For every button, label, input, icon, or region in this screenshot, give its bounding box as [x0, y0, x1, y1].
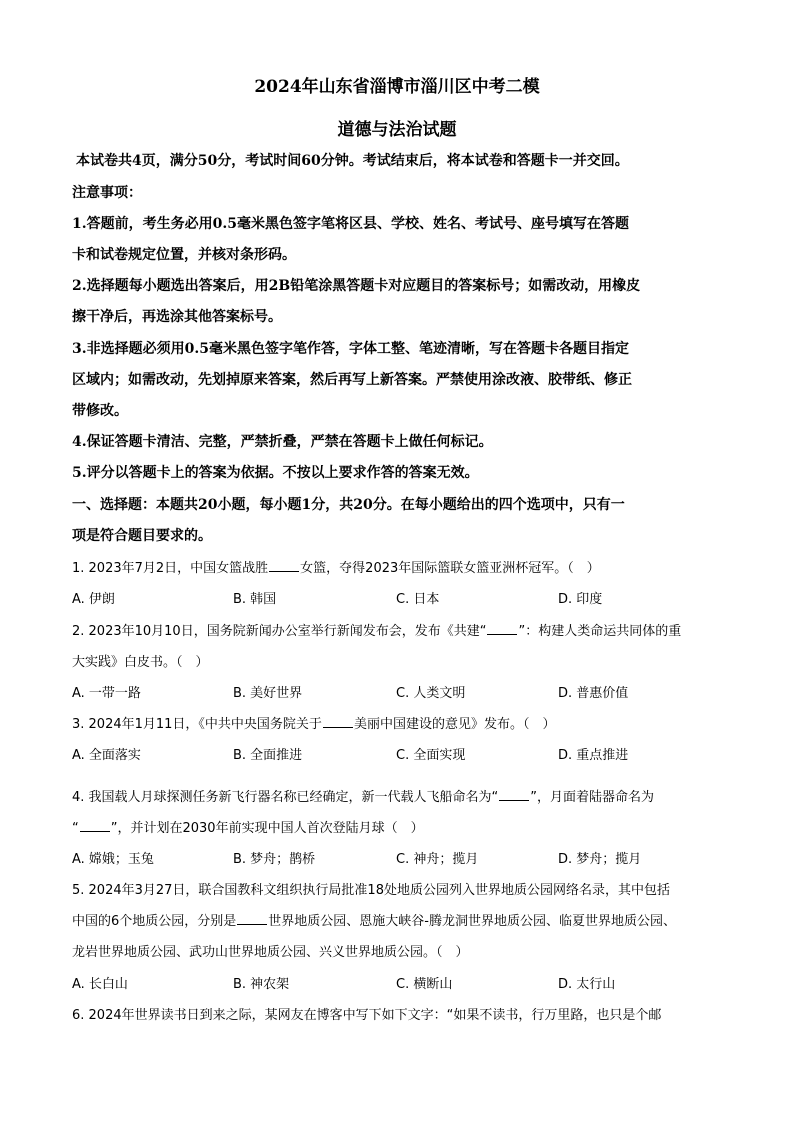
question-text: 大实践》白皮书。（ ）	[72, 655, 209, 670]
answer-blank	[237, 912, 267, 925]
notice-line: 3.非选择题必须用0.5毫米黑色签字笔作答，字体工整、笔迹清晰，写在答题卡各题目指定	[72, 341, 629, 357]
answer-blank	[323, 715, 353, 728]
answer-blank	[80, 819, 110, 832]
exam-title: 2024年山东省淄博市淄川区中考二模	[254, 77, 540, 97]
option-c: C. 日本	[396, 592, 440, 607]
question-text: 4. 我国载人月球探测任务新飞行器名称已经确定，新一代载人飞船命名为“ ”，月面着陆器命名为	[72, 790, 655, 805]
option-d: D. 普惠价值	[558, 686, 629, 701]
notice-line: 1.答题前，考生务必用0.5毫米黑色签字笔将区县、学校、姓名、考试号、座号填写在答题	[72, 216, 629, 232]
notice-line: 2.选择题每小题选出答案后，用2B铅笔涂黑答题卡对应题目的答案标号；如需改动，用橡皮	[72, 278, 641, 294]
notice-line: 卡和试卷规定位置，并核对条形码。	[72, 247, 296, 263]
question-text: “ ”，并计划在2030年前实现中国人首次登陆月球（ ）	[72, 821, 424, 836]
option-a: A. 嫦娥；玉兔	[72, 852, 154, 867]
option-a: A. 全面落实	[72, 748, 141, 763]
option-b: B. 神农架	[233, 977, 290, 992]
question-text: 龙岩世界地质公园、武功山世界地质公园、兴义世界地质公园。（ ）	[72, 945, 469, 960]
option-c: C. 全面实现	[396, 748, 466, 763]
notice-line: 4.保证答题卡清洁、完整，严禁折叠，严禁在答题卡上做任何标记。	[72, 434, 493, 450]
notice-line: 带修改。	[72, 403, 128, 419]
option-c: C. 人类文明	[396, 686, 466, 701]
option-d: D. 梦舟；揽月	[558, 852, 642, 867]
notice-line: 擦干净后，再选涂其他答案标号。	[72, 309, 282, 325]
option-a: A. 一带一路	[72, 686, 141, 701]
section-heading: 项是符合题目要求的。	[72, 528, 212, 544]
option-b: B. 韩国	[233, 592, 277, 607]
option-c: C. 横断山	[396, 977, 453, 992]
option-a: A. 长白山	[72, 977, 128, 992]
option-b: B. 全面推进	[233, 748, 303, 763]
option-d: D. 印度	[558, 592, 603, 607]
option-b: B. 美好世界	[233, 686, 303, 701]
section-heading: 一、选择题：本题共20小题，每小题1分，共20分。在每小题给出的四个选项中，只有一	[72, 497, 625, 513]
exam-intro: 本试卷共4页，满分50分，考试时间60分钟。考试结束后，将本试卷和答题卡一并交回。	[76, 153, 629, 169]
answer-blank	[499, 788, 529, 801]
option-b: B. 梦舟；鹊桥	[233, 852, 316, 867]
option-d: D. 太行山	[558, 977, 616, 992]
answer-blank	[269, 559, 299, 572]
question-text: 中国的6个地质公园，分别是 世界地质公园、恩施大峡谷-腾龙洞世界地质公园、临夏世界地质公园、	[72, 914, 676, 929]
option-c: C. 神舟；揽月	[396, 852, 479, 867]
question-text: 5. 2024年3月27日，联合国教科文组织执行局批准18处地质公园列入世界地质公园网络名录，其中包括	[72, 883, 670, 898]
option-a: A. 伊朗	[72, 592, 115, 607]
notice-heading: 注意事项：	[72, 185, 142, 201]
question-text: 3. 2024年1月11日，《中共中央国务院关于 美丽中国建设的意见》发布。（ ）	[72, 717, 556, 732]
notice-line: 区域内；如需改动，先划掉原来答案，然后再写上新答案。严禁使用涂改液、胶带纸、修正	[72, 372, 632, 388]
exam-subtitle: 道德与法治试题	[337, 120, 457, 140]
option-d: D. 重点推进	[558, 748, 629, 763]
question-text: 2. 2023年10月10日，国务院新闻办公室举行新闻发布会，发布《共建“ ”：构建人类命运共同体的重	[72, 624, 682, 639]
answer-blank	[487, 622, 517, 635]
notice-line: 5.评分以答题卡上的答案为依据。不按以上要求作答的答案无效。	[72, 465, 479, 481]
question-text: 6. 2024年世界读书日到来之际，某网友在博客中写下如下文字：“如果不读书，行万里路，也只是个邮	[72, 1008, 662, 1023]
question-text: 1. 2023年7月2日，中国女篮战胜 女篮，夺得2023年国际篮联女篮亚洲杯冠军。（ ）	[72, 561, 600, 576]
